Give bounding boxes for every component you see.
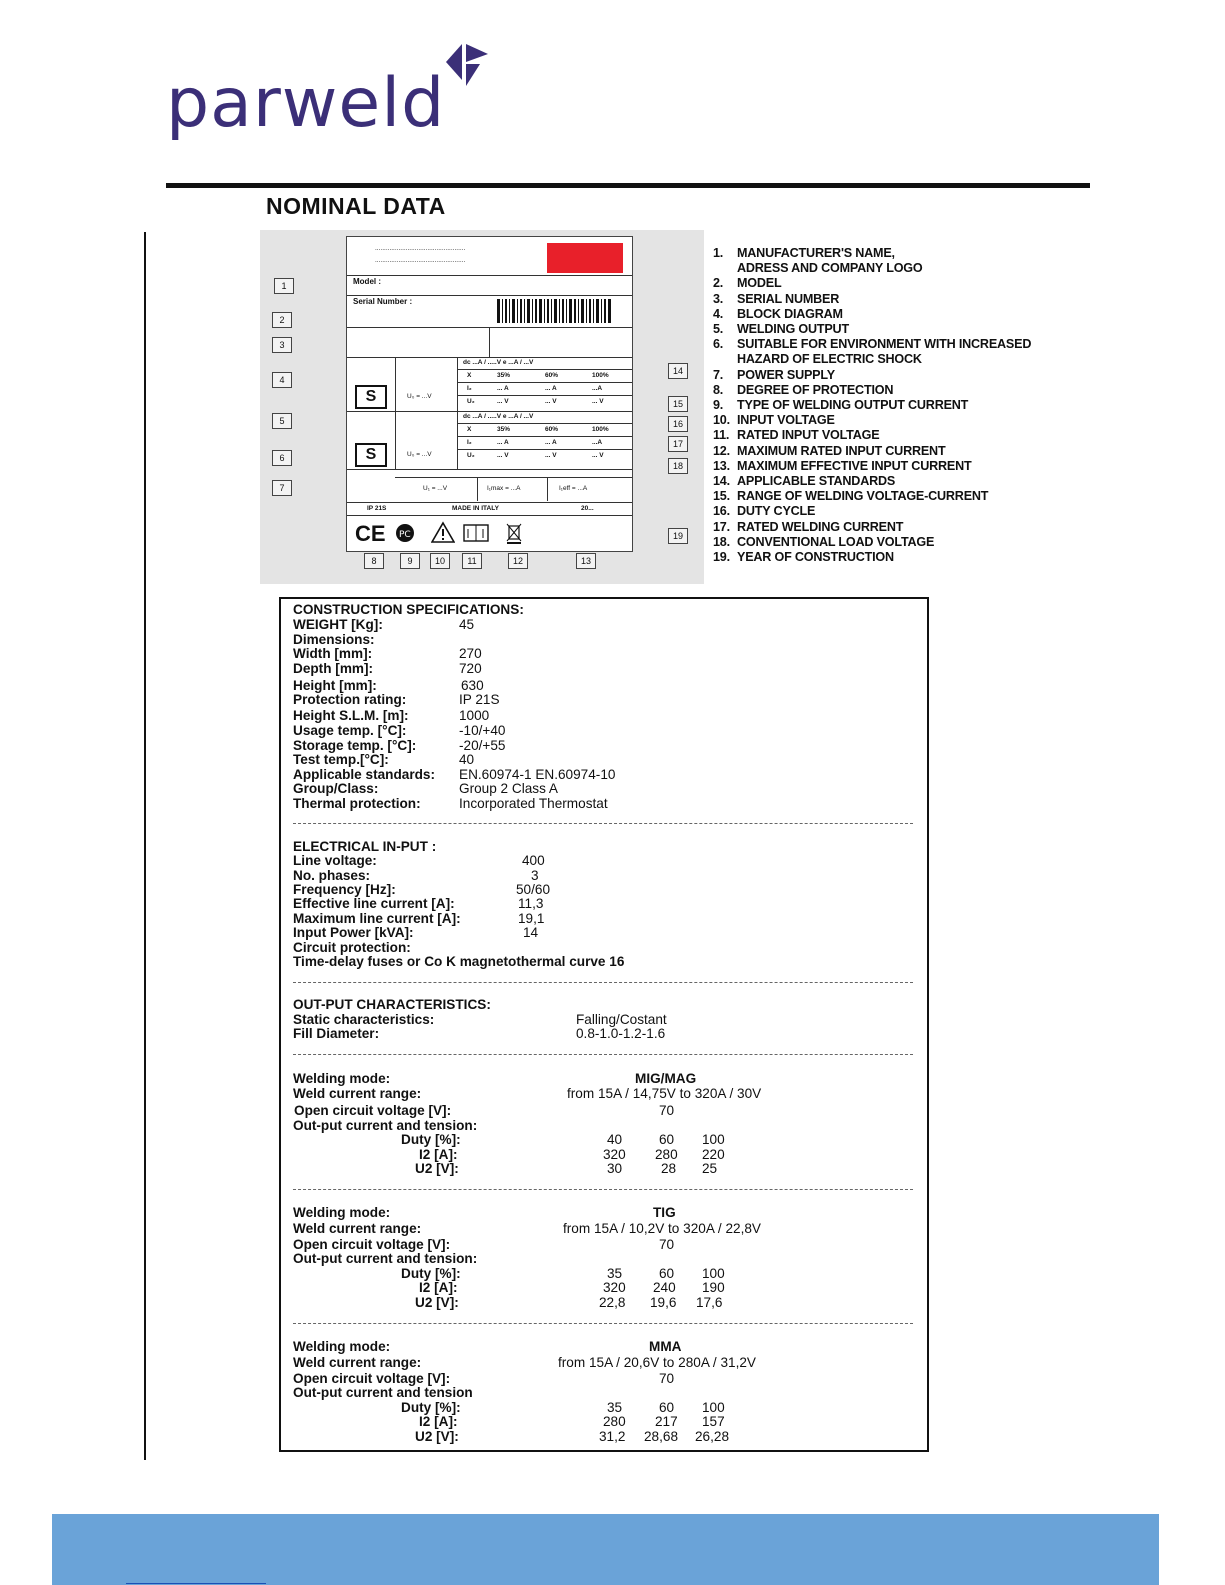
legend-item: 9. TYPE OF WELDING OUTPUT CURRENT (713, 398, 969, 413)
callout-4: 4 (272, 372, 292, 388)
spec-value: 1000 (459, 708, 490, 723)
duty-label: Duty [%]: (401, 1400, 461, 1415)
plate-i2-1a: ... A (497, 385, 509, 392)
u2-label: U2 [V]: (415, 1295, 459, 1310)
callout-16: 16 (668, 416, 688, 432)
callout-6: 6 (272, 450, 292, 466)
spec-label: Static characteristics: (293, 1012, 435, 1027)
spec-label: Thermal protection: (293, 796, 421, 811)
duty-value: 35 (607, 1266, 623, 1281)
mode-label: Welding mode: (293, 1071, 391, 1086)
callout-3: 3 (272, 337, 292, 353)
spec-value: 270 (459, 646, 482, 661)
u2-value: 28 (661, 1161, 677, 1176)
mode-label: Welding mode: (293, 1205, 391, 1220)
legend-item: 5. WELDING OUTPUT (713, 322, 849, 337)
i2-label: I2 [A]: (419, 1280, 458, 1295)
tension-label: Out-put current and tension (293, 1385, 473, 1400)
callout-5: 5 (272, 413, 292, 429)
legend-item: 10. INPUT VOLTAGE (713, 413, 835, 428)
spec-label: Protection rating: (293, 692, 407, 707)
plate-u0-1: U₀ = ...V (407, 393, 432, 400)
duty-value: 60 (659, 1266, 675, 1281)
spec-value: 19,1 (518, 911, 545, 926)
spec-label: Usage temp. [°C]: (293, 723, 407, 738)
legend-item: ADRESS AND COMPANY LOGO (737, 261, 923, 276)
ocv-label: Open circuit voltage [V]: (293, 1371, 451, 1386)
plate-i2-1: I₂ (467, 385, 472, 392)
callout-14: 14 (668, 363, 688, 379)
spec-value: Falling/Costant (576, 1012, 667, 1027)
plate-year: 20... (581, 505, 594, 512)
plate-i2-2b: ... A (545, 439, 557, 446)
u2-label: U2 [V]: (415, 1429, 459, 1444)
spec-label: Depth [mm]: (293, 661, 374, 676)
footer-band (52, 1514, 1159, 1585)
legend-item: 14. APPLICABLE STANDARDS (713, 474, 896, 489)
u2-value: 19,6 (650, 1295, 677, 1310)
duty-label: Duty [%]: (401, 1266, 461, 1281)
plate-duty-1b: 60% (545, 372, 559, 379)
divider (293, 823, 913, 824)
warning-icon (431, 521, 455, 543)
plate-ip: IP 21S (367, 505, 387, 512)
spec-value: 3 (531, 868, 539, 883)
plate-u2-1c: ... V (592, 398, 604, 405)
plate-duty-2a: 35% (497, 426, 511, 433)
margin-rule (144, 232, 146, 1460)
barcode-icon (497, 299, 617, 325)
i2-value: 220 (702, 1147, 725, 1162)
legend-item: 13. MAXIMUM EFFECTIVE INPUT CURRENT (713, 458, 972, 473)
section-title: NOMINAL DATA (266, 193, 446, 219)
spec-label: Applicable standards: (293, 767, 436, 782)
ocv-label: Open circuit voltage [V]: (294, 1103, 452, 1118)
callout-7: 7 (272, 480, 292, 496)
spec-label: Group/Class: (293, 781, 379, 796)
spec-label: Circuit protection: (293, 940, 411, 955)
plate-made-in: MADE IN ITALY (452, 505, 499, 512)
u2-label: U2 [V]: (415, 1161, 459, 1176)
spec-label: Input Power [kVA]: (293, 925, 414, 940)
legend-item: 6. SUITABLE FOR ENVIRONMENT WITH INCREASED (713, 337, 1032, 352)
plate-u2-1a: ... V (497, 398, 509, 405)
legend-item: 16. DUTY CYCLE (713, 504, 816, 519)
range-label: Weld current range: (293, 1221, 422, 1236)
nameplate-figure (260, 230, 704, 584)
callout-1: 1 (274, 278, 294, 294)
plate-i2-1b: ... A (545, 385, 557, 392)
red-logo-box (547, 243, 623, 273)
callout-15: 15 (668, 396, 688, 412)
specifications-box (279, 597, 929, 1452)
spec-label: Frequency [Hz]: (293, 882, 396, 897)
spec-value: 720 (459, 661, 482, 676)
plate-duty-2c: 100% (592, 426, 609, 433)
u2-value: 17,6 (696, 1295, 723, 1310)
plate-i2-1c: ...A (592, 385, 603, 392)
spec-value: 630 (461, 678, 484, 693)
legend-item: 12. MAXIMUM RATED INPUT CURRENT (713, 443, 946, 458)
spec-value: 45 (459, 617, 475, 632)
construction-title: CONSTRUCTION SPECIFICATIONS: (293, 602, 524, 617)
duty-value: 100 (702, 1132, 725, 1147)
legend-item: 2. MODEL (713, 276, 782, 291)
legend-item: 11. RATED INPUT VOLTAGE (713, 428, 880, 443)
i2-value: 320 (603, 1147, 626, 1162)
divider (293, 982, 913, 983)
i2-value: 320 (603, 1280, 626, 1295)
callout-12: 12 (508, 553, 528, 569)
legend-item: 4. BLOCK DIAGRAM (713, 306, 843, 321)
spec-value: EN.60974-1 EN.60974-10 (459, 767, 616, 782)
legend-item: 19. YEAR OF CONSTRUCTION (713, 550, 894, 565)
duty-value: 40 (607, 1132, 623, 1147)
legend-item: 7. POWER SUPPLY (713, 367, 835, 382)
spec-value: 0.8-1.0-1.2-1.6 (576, 1026, 666, 1041)
callout-10: 10 (430, 553, 450, 569)
spec-value: Incorporated Thermostat (459, 796, 608, 811)
divider (293, 1189, 913, 1190)
nameplate: .................................................. .................................................. Model : Serial Number : dc ...A / .....V e ...A / ...V X 35% 60% 100% I₂ ... A ... A ...A U₂ ... V ... V ... V S U₀ = ...V dc ...A / .....V e ...A / ...V X 35% 60% 100% I₂ ... A ... A ...A U₂ ... V ... V ... V S U₀ = ...V U₁ = ...V I₁max = ...A I₁eff = ...A IP 21S MADE IN ITALY 20... CE PC (346, 236, 633, 552)
eac-mark-icon (395, 523, 415, 543)
duty-value: 100 (702, 1400, 725, 1415)
spec-value: Group 2 Class A (459, 781, 558, 796)
duty-value: 60 (659, 1400, 675, 1415)
plate-duty-2b: 60% (545, 426, 559, 433)
s-symbol-1: S (355, 385, 387, 409)
header-rule (166, 183, 1090, 188)
spec-value: -10/+40 (459, 723, 506, 738)
range-value: from 15A / 10,2V to 320A / 22,8V (563, 1221, 761, 1236)
plate-i2-2: I₂ (467, 439, 472, 446)
nameplate-legend (713, 246, 1031, 565)
spec-value: 11,3 (518, 896, 544, 911)
spec-value: IP 21S (459, 692, 500, 707)
tension-label: Out-put current and tension: (293, 1251, 478, 1266)
spec-label: Dimensions: (293, 632, 375, 647)
output-title: OUT-PUT CHARACTERISTICS: (293, 997, 491, 1012)
legend-item: 18. CONVENTIONAL LOAD VOLTAGE (713, 534, 935, 549)
plate-duty-1c: 100% (592, 372, 609, 379)
plate-i2-2a: ... A (497, 439, 509, 446)
ocv-label: Open circuit voltage [V]: (293, 1237, 451, 1252)
brand-mark-icon (440, 42, 490, 88)
spec-label: Height S.L.M. [m]: (293, 708, 409, 723)
u2-value: 28,68 (644, 1429, 679, 1444)
plate-u2-2c: ... V (592, 452, 604, 459)
plate-u1: U₁ = ...V (423, 485, 448, 492)
legend-item: 17. RATED WELDING CURRENT (713, 519, 904, 534)
spec-value: 14 (523, 925, 539, 940)
duty-value: 35 (607, 1400, 623, 1415)
spec-label: Height [mm]: (293, 678, 377, 693)
spec-value: 50/60 (516, 882, 551, 897)
spec-label: Test temp.[°C]: (293, 752, 389, 767)
i2-value: 280 (603, 1414, 626, 1429)
i2-label: I2 [A]: (419, 1414, 458, 1429)
u2-value: 30 (607, 1161, 623, 1176)
u2-value: 31,2 (599, 1429, 626, 1444)
ocv-value: 70 (659, 1237, 675, 1252)
range-label: Weld current range: (293, 1086, 422, 1101)
callout-13: 13 (576, 553, 596, 569)
tension-label: Out-put current and tension: (293, 1118, 478, 1133)
range-value: from 15A / 20,6V to 280A / 31,2V (558, 1355, 756, 1370)
plate-duty-1a: 35% (497, 372, 511, 379)
divider (293, 1054, 913, 1055)
callout-19: 19 (668, 528, 688, 544)
callout-9: 9 (400, 553, 420, 569)
plate-i2-2c: ...A (592, 439, 603, 446)
plate-x-2: X (467, 426, 472, 433)
range-value: from 15A / 14,75V to 320A / 30V (567, 1086, 762, 1101)
plate-u2-2: U₂ (467, 452, 475, 459)
spec-label: Maximum line current [A]: (293, 911, 461, 926)
plate-u2-1: U₂ (467, 398, 475, 405)
mode-name: TIG (653, 1205, 676, 1220)
u2-value: 26,28 (695, 1429, 730, 1444)
mode-name: MMA (649, 1339, 682, 1354)
duty-value: 60 (659, 1132, 675, 1147)
spec-label: WEIGHT [Kg]: (293, 617, 383, 632)
footer-link-underline[interactable] (126, 1583, 266, 1584)
callout-11: 11 (462, 553, 482, 569)
callout-8: 8 (364, 553, 384, 569)
plate-i1max: I₁max = ...A (487, 485, 521, 492)
plate-i1eff: I₁eff = ...A (559, 485, 588, 492)
plate-u2-2a: ... V (497, 452, 509, 459)
callout-18: 18 (668, 458, 688, 474)
duty-value: 100 (702, 1266, 725, 1281)
spec-label: Line voltage: (293, 853, 377, 868)
spec-label: Storage temp. [°C]: (293, 738, 417, 753)
plate-x-1: X (467, 372, 472, 379)
legend-item: 8. DEGREE OF PROTECTION (713, 382, 894, 397)
legend-item: 3. SERIAL NUMBER (713, 291, 840, 306)
i2-value: 157 (702, 1414, 725, 1429)
legend-item: 15. RANGE OF WELDING VOLTAGE-CURRENT (713, 489, 989, 504)
spec-label: Width [mm]: (293, 646, 373, 661)
plate-serial-label: Serial Number : (353, 297, 413, 306)
spec-value: 400 (522, 853, 545, 868)
weee-bin-icon (505, 521, 523, 545)
u2-value: 22,8 (599, 1295, 626, 1310)
svg-text:PC: PC (399, 530, 411, 540)
ocv-value: 70 (659, 1371, 675, 1386)
s-symbol-2: S (355, 443, 387, 467)
u2-value: 25 (702, 1161, 718, 1176)
plate-u0-2: U₀ = ...V (407, 451, 432, 458)
legend-item: 1. MANUFACTURER'S NAME, (713, 246, 895, 260)
spec-value: 40 (459, 752, 475, 767)
i2-value: 217 (655, 1414, 678, 1429)
circuit-protection-text: Time-delay fuses or Co K magnetothermal curve 16 (293, 954, 625, 969)
i2-value: 240 (653, 1280, 676, 1295)
spec-label: Fill Diameter: (293, 1026, 380, 1041)
callout-2: 2 (272, 312, 292, 328)
divider (293, 1323, 913, 1324)
plate-u2-1b: ... V (545, 398, 557, 405)
plate-range-1: dc ...A / .....V e ...A / ...V (463, 359, 534, 366)
spec-label: No. phases: (293, 868, 371, 883)
spec-value: -20/+55 (459, 738, 506, 753)
electrical-title: ELECTRICAL IN-PUT : (293, 839, 437, 854)
mode-label: Welding mode: (293, 1339, 391, 1354)
ce-mark: CE (355, 521, 386, 546)
i2-value: 190 (702, 1280, 725, 1295)
plate-range-2: dc ...A / .....V e ...A / ...V (463, 413, 534, 420)
spec-label: Effective line current [A]: (293, 896, 455, 911)
legend-item: HAZARD OF ELECTRIC SHOCK (737, 352, 922, 367)
range-label: Weld current range: (293, 1355, 422, 1370)
mode-name: MIG/MAG (635, 1071, 697, 1086)
callout-17: 17 (668, 436, 688, 452)
brand-logo: parweld (166, 64, 446, 143)
plate-u2-2b: ... V (545, 452, 557, 459)
ocv-value: 70 (659, 1103, 675, 1118)
duty-label: Duty [%]: (401, 1132, 461, 1147)
i2-value: 280 (655, 1147, 678, 1162)
i2-label: I2 [A]: (419, 1147, 458, 1162)
manual-book-icon (463, 523, 489, 543)
plate-model-label: Model : (353, 277, 381, 286)
